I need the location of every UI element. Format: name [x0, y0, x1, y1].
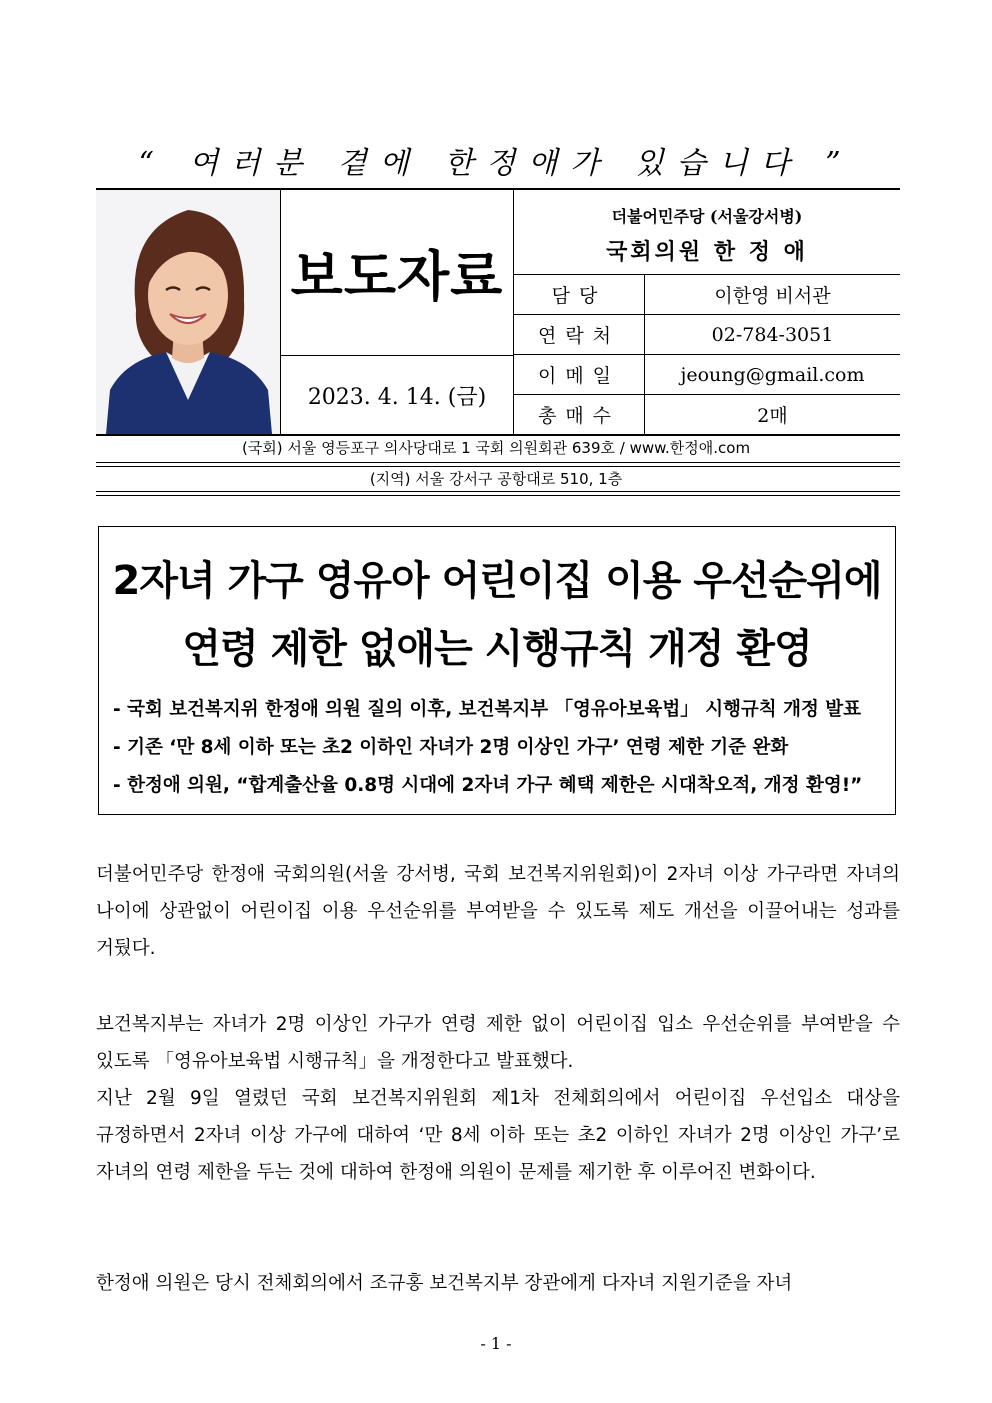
contact-value: jeoung@gmail.com — [680, 363, 865, 386]
member-name: 국회의원 한 정 애 — [606, 239, 808, 265]
page-number: - 1 - — [480, 1334, 512, 1353]
contact-label: 이메일 — [514, 355, 645, 394]
portrait-photo — [96, 190, 281, 434]
party-block — [514, 190, 900, 275]
body-paragraph: 한정애 의원은 당시 전체회의에서 조규홍 보건복지부 장관에게 다자녀 지원기준을 자녀 — [96, 1273, 793, 1294]
press-header — [96, 188, 900, 436]
body-paragraph: 더불어민주당 한정애 국회의원(서울 강서병, 국회 보건복지위원회)이 2자녀 이상 가구라면 자녀의 나이에 상관없이 어린이집 이용 우선순위를 부여받을 수 있도록 제도 개선을 이끌어내는 성과를 거뒀다. — [96, 864, 900, 959]
subheadline: - 한정애 의원, “합계출산율 0.8명 시대에 2자녀 가구 혜택 제한은 시대착오적, 개정 환영!” — [113, 775, 863, 796]
slogan: “ 여러분 곁에 한정애가 있습니다 ” — [138, 146, 854, 181]
contact-value: 2매 — [757, 405, 788, 427]
release-date: 2023. 4. 14. (금) — [281, 356, 514, 434]
contact-label: 연락처 — [514, 315, 645, 354]
contact-row — [514, 395, 900, 434]
headline-line-2: 연령 제한 없애는 시행규칙 개정 환영 — [182, 626, 812, 672]
contact-row — [514, 275, 900, 315]
headline-line-1: 2자녀 가구 영유아 어린이집 이용 우선순위에 — [112, 558, 882, 604]
party-name: 더불어민주당 (서울강서병) — [611, 207, 803, 226]
contact-row — [514, 315, 900, 355]
contact-label: 담당 — [514, 275, 645, 314]
divider — [96, 491, 900, 496]
contact-label: 총매수 — [514, 395, 645, 434]
document-title: 보도자료 — [281, 190, 514, 356]
body-paragraph: 지난 2월 9일 열렸던 국회 보건복지위원회 제1차 전체회의에서 어린이집 우선입소 대상을 규정하면서 2자녀 이상 가구에 대하여 ‘만 8세 이하 또는 초2 이하인 자녀가 2명 이상인 가구’로 자녀의 연령 제한을 두는 것에 대하여 한정애 의원이 문제를 제기한 후 이루어진 변화이다. — [96, 1088, 900, 1183]
contact-row — [514, 355, 900, 395]
body-paragraph: 보건복지부는 자녀가 2명 이상인 가구가 연령 제한 없이 어린이집 입소 우선순위를 부여받을 수 있도록 「영유아보육법 시행규칙」을 개정한다고 발표했다. — [96, 1014, 900, 1072]
contact-value: 02-784-3051 — [711, 323, 834, 346]
contact-value: 이한영 비서관 — [714, 285, 831, 307]
headline-box — [98, 526, 896, 815]
local-address: (지역) 서울 강서구 공항대로 510, 1층 — [369, 470, 623, 488]
assembly-address: (국회) 서울 영등포구 의사당대로 1 국회 의원회관 639호 / www.한정애.com — [241, 439, 751, 457]
subheadline: - 기존 ‘만 8세 이하 또는 초2 이하인 자녀가 2명 이상인 가구’ 연령 제한 기준 완화 — [113, 737, 789, 758]
subheadline: - 국회 보건복지위 한정애 의원 질의 이후, 보건복지부 「영유아보육법」 시행규칙 개정 발표 — [113, 699, 862, 720]
divider — [96, 462, 900, 467]
